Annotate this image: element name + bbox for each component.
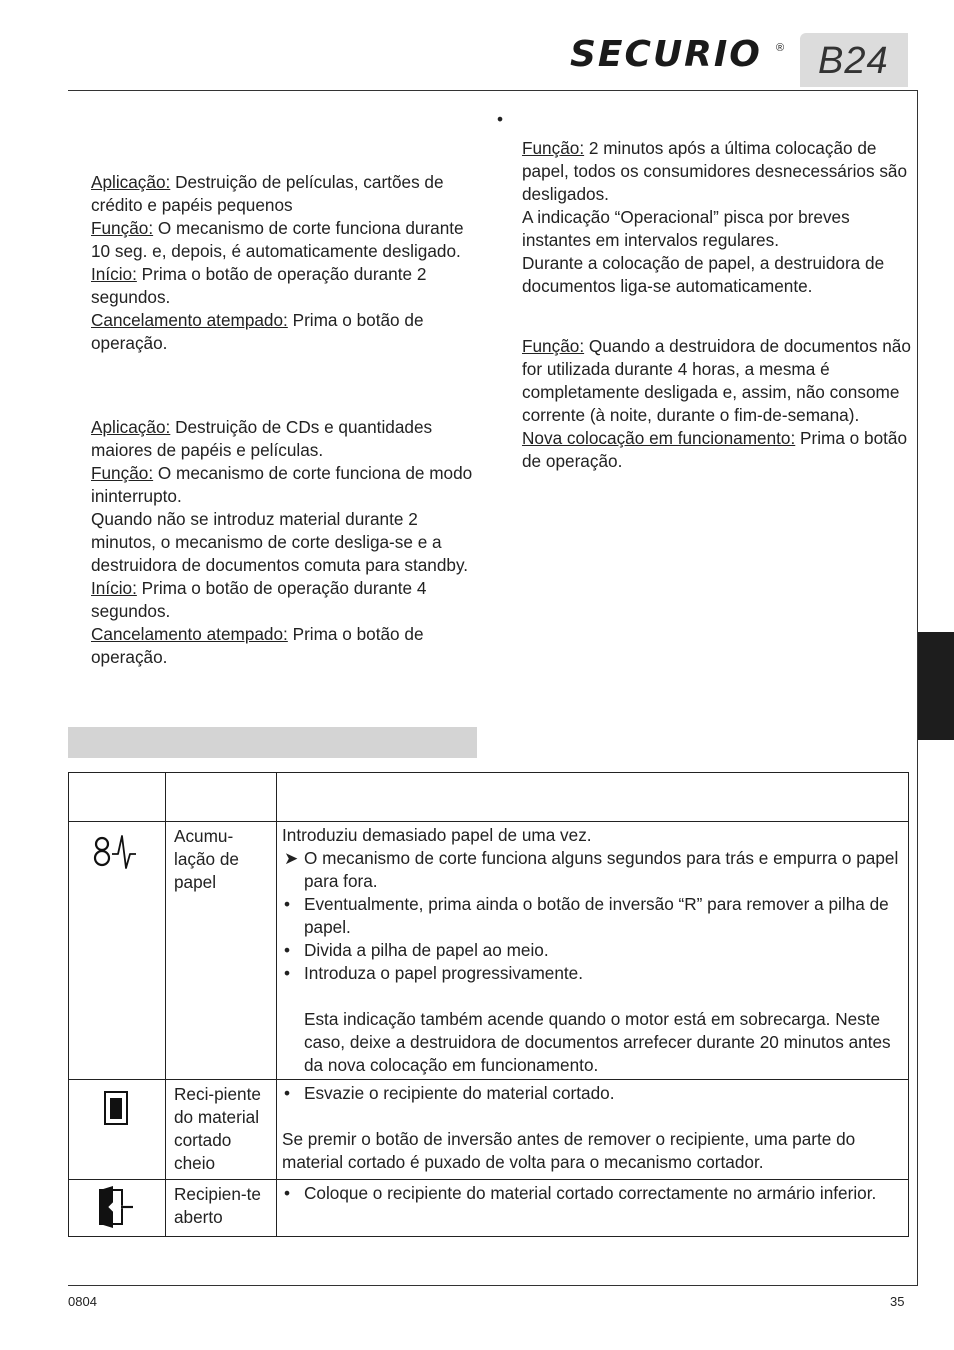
start-label: Início: — [91, 264, 137, 284]
icon-cell — [69, 1180, 166, 1237]
start-text: Prima o botão de operação durante 2 segundos. — [91, 264, 427, 307]
remedy-item: • Esvazie o recipiente do material cortado. — [284, 1083, 615, 1103]
standby-text: Quando não se introduz material durante 2 minutos, o mecanismo de corte desliga-se e a destruidora de documentos comuta para standby. — [91, 509, 469, 575]
arrow-bullet: ➤ — [284, 848, 299, 868]
restart-text: Prima o botão de operação. — [522, 428, 908, 471]
header-cell-icon — [69, 773, 166, 822]
icon-cell — [69, 1080, 166, 1180]
remedy-arrow-item: ➤ O mecanismo de corte funciona alguns segundos para trás e empurra o papel para fora. — [284, 848, 899, 891]
error-label: Reci-piente do material cortado cheio — [166, 1080, 277, 1180]
footer-rule — [68, 1285, 918, 1286]
cancel-label: Cancelamento atempado: — [91, 310, 288, 330]
mode-block-1 — [91, 171, 477, 355]
model-name: B24 — [818, 40, 889, 82]
troubleshooting-table — [68, 772, 909, 1237]
restart-label: Nova colocação em funcionamento: — [522, 428, 796, 448]
auto-start-text: Durante a colocação de papel, a destruidora de documentos liga-se automaticamente. — [522, 253, 885, 296]
icon-cell — [69, 822, 166, 1080]
header-rule — [68, 90, 918, 91]
table-row — [69, 1180, 909, 1237]
energy-block-2 — [522, 335, 912, 473]
function-label: Função: — [522, 336, 585, 356]
remedy-cell — [277, 1080, 909, 1180]
section-tab — [918, 632, 954, 740]
remedy-cell — [277, 822, 909, 1080]
remedy-note: Se premir o botão de inversão antes de remover o recipiente, uma parte do material cortado é puxado de volta para o mecanismo cortador. — [282, 1129, 856, 1172]
start-label: Início: — [91, 578, 137, 598]
page-number: 35 — [890, 1294, 905, 1309]
section-heading-bar — [68, 727, 477, 758]
application-text: Destruição de CDs e quantidades maiores de papéis e películas. — [91, 417, 433, 460]
table-row — [69, 1080, 909, 1180]
function-text: O mecanismo de corte funciona de modo ininterrupto. — [91, 463, 473, 506]
mode-block-2 — [91, 416, 477, 669]
paper-jam-icon — [92, 832, 142, 872]
cancel-text: Prima o botão de operação. — [91, 624, 424, 667]
remedy-intro: Introduziu demasiado papel de uma vez. — [282, 825, 592, 845]
function-label: Função: — [91, 463, 154, 483]
footer-code: 0804 — [68, 1294, 97, 1309]
energy-block-1 — [522, 137, 910, 298]
application-label: Aplicação: — [91, 172, 171, 192]
cancel-label: Cancelamento atempado: — [91, 624, 288, 644]
header-cell-error — [166, 773, 277, 822]
application-label: Aplicação: — [91, 417, 171, 437]
cancel-text: Prima o botão de operação. — [91, 310, 424, 353]
function-text: O mecanismo de corte funciona durante 10 seg. e, depois, é automaticamente desligado. — [91, 218, 464, 261]
right-bullet: • — [497, 109, 504, 129]
function-label: Função: — [91, 218, 154, 238]
remedy-item: • Eventualmente, prima ainda o botão de inversão “R” para remover a pilha de papel. — [284, 894, 889, 937]
table-header-row — [69, 773, 909, 822]
error-label: Recipien-te aberto — [166, 1180, 277, 1237]
start-text: Prima o botão de operação durante 4 segundos. — [91, 578, 427, 621]
door-open-icon — [97, 1184, 137, 1230]
table-row — [69, 822, 909, 1080]
function-text: 2 minutos após a última colocação de papel, todos os consumidores desnecessários são desligados. — [522, 138, 908, 204]
function-text: Quando a destruidora de documentos não for utilizada durante 4 horas, a mesma é completamente desligada e, assim, não consome corrente (à noite, durante o fim-de-semana). — [522, 336, 911, 425]
bin-full-icon — [102, 1088, 132, 1128]
remedy-note: Esta indicação também acende quando o motor está em sobrecarga. Neste caso, deixe a destruidora de documentos arrefecer durante 20 minutos antes da nova colocação em funcionamento. — [304, 1009, 891, 1075]
application-text: Destruição de películas, cartões de crédito e papéis pequenos — [91, 172, 444, 215]
header-cell-remedy — [277, 773, 909, 822]
remedy-item: • Divida a pilha de papel ao meio. — [284, 940, 549, 960]
remedy-cell — [277, 1180, 909, 1237]
error-label: Acumu-lação de papel — [166, 822, 277, 1080]
operational-indicator-text: A indicação “Operacional” pisca por breves instantes em intervalos regulares. — [522, 207, 850, 250]
function-label: Função: — [522, 138, 585, 158]
remedy-item: • Coloque o recipiente do material cortado correctamente no armário inferior. — [284, 1183, 877, 1203]
brand-logo: SECURIO — [570, 34, 762, 75]
registered-mark: ® — [776, 42, 785, 54]
remedy-item: • Introduza o papel progressivamente. — [284, 963, 583, 983]
